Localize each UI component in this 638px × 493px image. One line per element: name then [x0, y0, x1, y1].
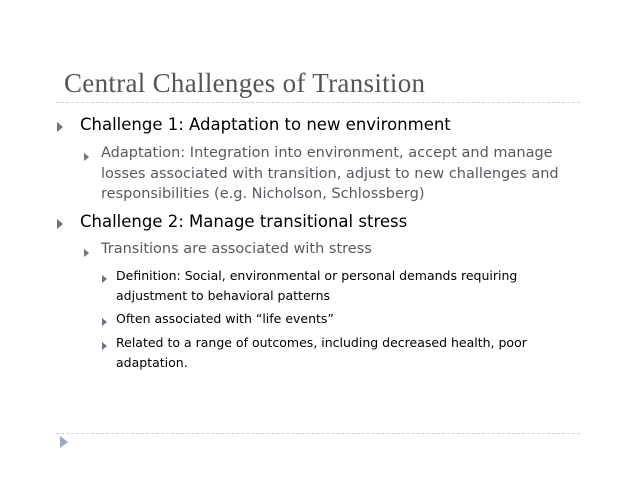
definition-line-1: Definition: Social, environmental or personal demands requiring [116, 268, 518, 283]
triangle-right-icon [102, 275, 107, 283]
next-slide-icon[interactable] [60, 436, 68, 448]
outcomes-line-1: Related to a range of outcomes, including decreased health, poor [116, 335, 527, 350]
triangle-right-icon [102, 342, 107, 350]
challenge-2-heading: Challenge 2: Manage transitional stress [80, 212, 408, 231]
challenge-1-detail-line-1: Adaptation: Integration into environment, accept and manage [101, 145, 553, 161]
triangle-right-icon [84, 153, 89, 161]
outcomes-line-2: adaptation. [116, 355, 188, 370]
slide-title: Central Challenges of Transition [64, 68, 426, 98]
life-events-point: Often associated with “life events” [116, 311, 334, 326]
challenge-1-heading: Challenge 1: Adaptation to new environment [80, 115, 451, 134]
footer-divider [56, 433, 580, 434]
title-divider [56, 102, 580, 103]
triangle-right-icon [84, 249, 89, 257]
triangle-right-icon [102, 318, 107, 326]
challenge-1-detail-line-3: responsibilities (e.g. Nicholson, Schlossberg) [101, 186, 425, 202]
challenge-2-detail: Transitions are associated with stress [101, 241, 372, 257]
triangle-right-icon [57, 219, 63, 229]
definition-line-2: adjustment to behavioral patterns [116, 288, 331, 303]
challenge-1-detail-line-2: losses associated with transition, adjust to new challenges and [101, 166, 559, 182]
triangle-right-icon [57, 122, 63, 132]
